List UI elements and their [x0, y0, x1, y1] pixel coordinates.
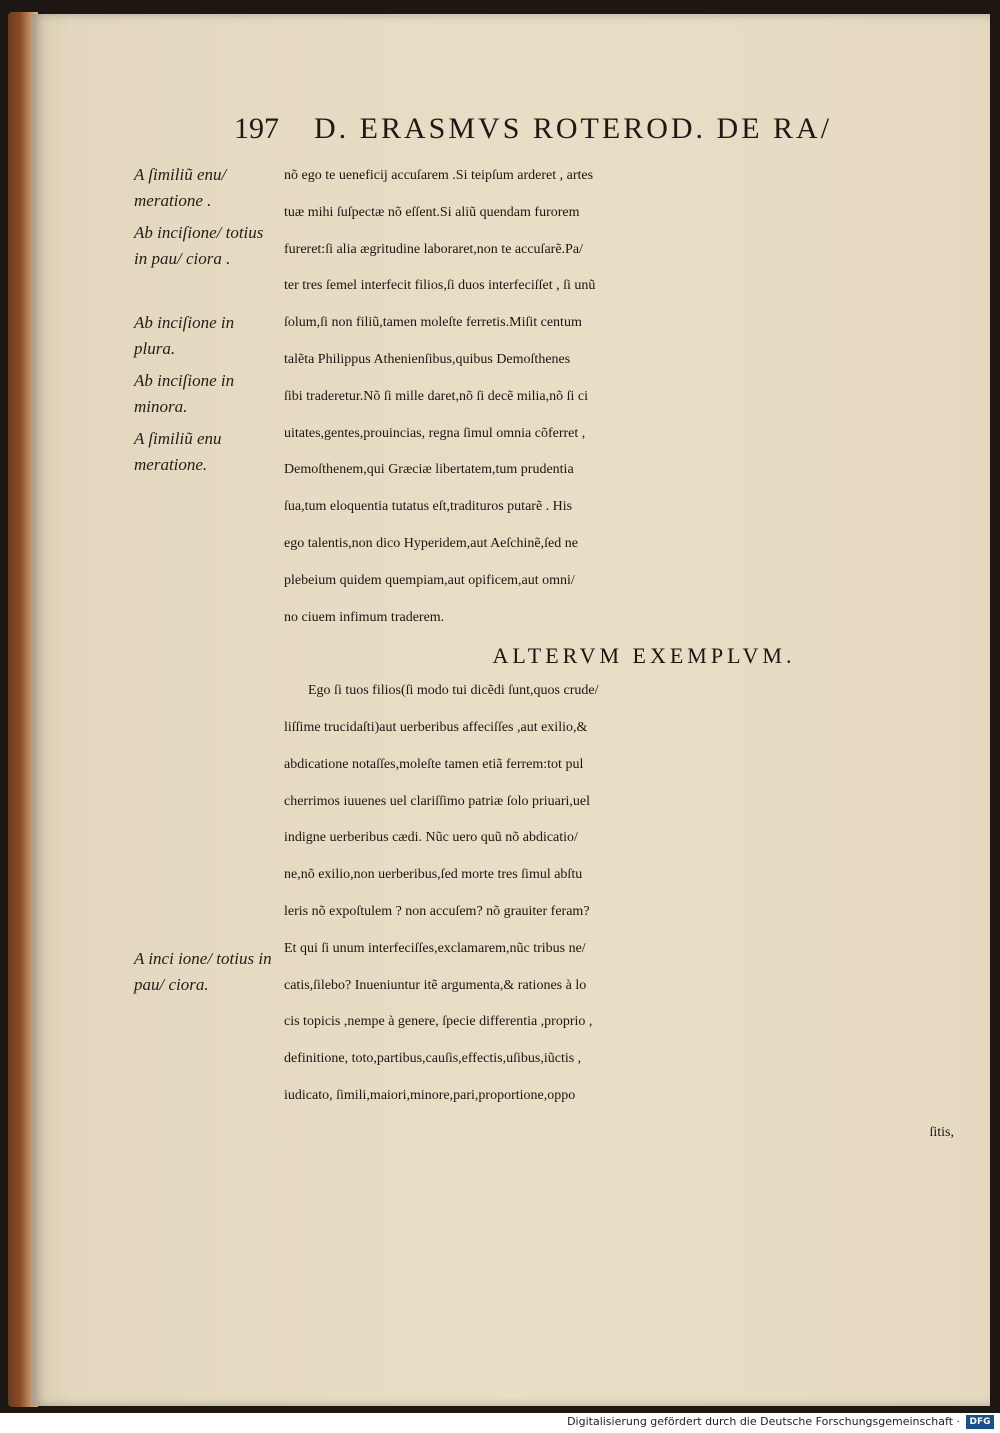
- text-line: ter tres ſemel interfecit filios,ſi duos interfeciſſet , ſi unũ: [284, 278, 596, 294]
- dfg-logo-icon: DFG: [966, 1415, 994, 1429]
- text-line: Demoſthenem,qui Græciæ libertatem,tum prudentia: [284, 462, 574, 478]
- text-line: Ego ſi tuos filios(ſi modo tui dicẽdi ſunt,quos crude/: [308, 683, 599, 699]
- text-line: definitione, toto,partibus,cauſis,effectis,uſibus,iũctis ,: [284, 1051, 582, 1067]
- margin-note: A inci ione/ totius in pau/ ciora.: [134, 949, 272, 994]
- text-line: iudicato, ſimili,maiori,minore,pari,proportione,oppo: [284, 1087, 576, 1103]
- text-line: cis topicis ,nempe à genere, ſpecie differentia ,proprio ,: [284, 1014, 593, 1030]
- text-line: uitates,gentes,prouincias, regna ſimul omnia cõferret ,: [284, 425, 586, 441]
- text-line: ne,nõ exilio,non uerberibus,ſed morte tres ſimul abſtu: [284, 867, 583, 883]
- running-head: D. ERASMVS ROTEROD. DE RA/: [314, 112, 833, 145]
- main-text: [284, 158, 974, 1152]
- text-line: ſolum,ſi non filiũ,tamen moleſte ferretis.Miſit centum: [284, 315, 582, 331]
- margin-note: A ſimiliũ enu meratione.: [134, 429, 222, 474]
- text-line: ſua,tum eloquentia tutatus eſt,tradituros putarẽ . His: [284, 499, 573, 515]
- margin-note: Ab inciſione in minora.: [134, 371, 235, 416]
- text-line: ego talentis,non dico Hyperidem,aut Aeſchinẽ,ſed ne: [284, 535, 578, 551]
- funding-notice: Digitalisierung gefördert durch die Deutsche Forschungsgemeinschaft ·: [567, 1415, 960, 1428]
- margin-note: Ab inciſione/ totius in pau/ ciora .: [134, 223, 264, 268]
- text-line: ſibi traderetur.Nõ ſi mille daret,nõ ſi decẽ milia,nõ ſi ci: [284, 388, 589, 404]
- text-line: no ciuem infimum traderem.: [284, 609, 445, 625]
- text-line: plebeium quidem quempiam,aut opificem,aut omni/: [284, 572, 575, 588]
- footer-bar: [0, 1413, 1000, 1433]
- text-line: abdicatione notaſſes,moleſte tamen etiã ferrem:tot pul: [284, 756, 584, 772]
- text-line: tuæ mihi ſuſpectæ nõ eſſent.Si aliũ quendam furorem: [284, 204, 580, 220]
- text-line: indigne uerberibus cædi. Nũc uero quũ nõ abdicatio/: [284, 830, 578, 846]
- catchword: ſitis,: [929, 1124, 954, 1140]
- text-line: fureret:ſi alia ægritudine laboraret,non te accuſarẽ.Pa/: [284, 241, 583, 257]
- page-number: 197: [234, 112, 279, 145]
- text-line: cherrimos iuuenes uel clariſſimo patriæ ſolo priuari,uel: [284, 793, 590, 809]
- text-line: nõ ego te ueneficij accuſarem .Si teipſum arderet , artes: [284, 168, 594, 183]
- text-line: talẽta Philippus Athenienſibus,quibus Demoſthenes: [284, 351, 571, 367]
- text-line: catis,ſilebo? Inueniuntur itẽ argumenta,& rationes à lo: [284, 977, 587, 993]
- text-line: leris nõ expoſtulem ? non accuſem? nõ grauiter feram?: [284, 903, 590, 919]
- text-line: Et qui ſi unum interfeciſſes,exclamarem,nũc tribus ne/: [284, 940, 586, 956]
- text-line: liſſime trucidaſti)aut uerberibus affeciſſes ,aut exilio,&: [284, 719, 588, 735]
- margin-note: A ſimiliũ enu/ meratione .: [134, 165, 227, 210]
- page-header: [234, 112, 894, 146]
- section-title: ALTERVM EXEMPLVM.: [492, 643, 796, 669]
- margin-note: Ab inciſione in plura.: [134, 313, 235, 358]
